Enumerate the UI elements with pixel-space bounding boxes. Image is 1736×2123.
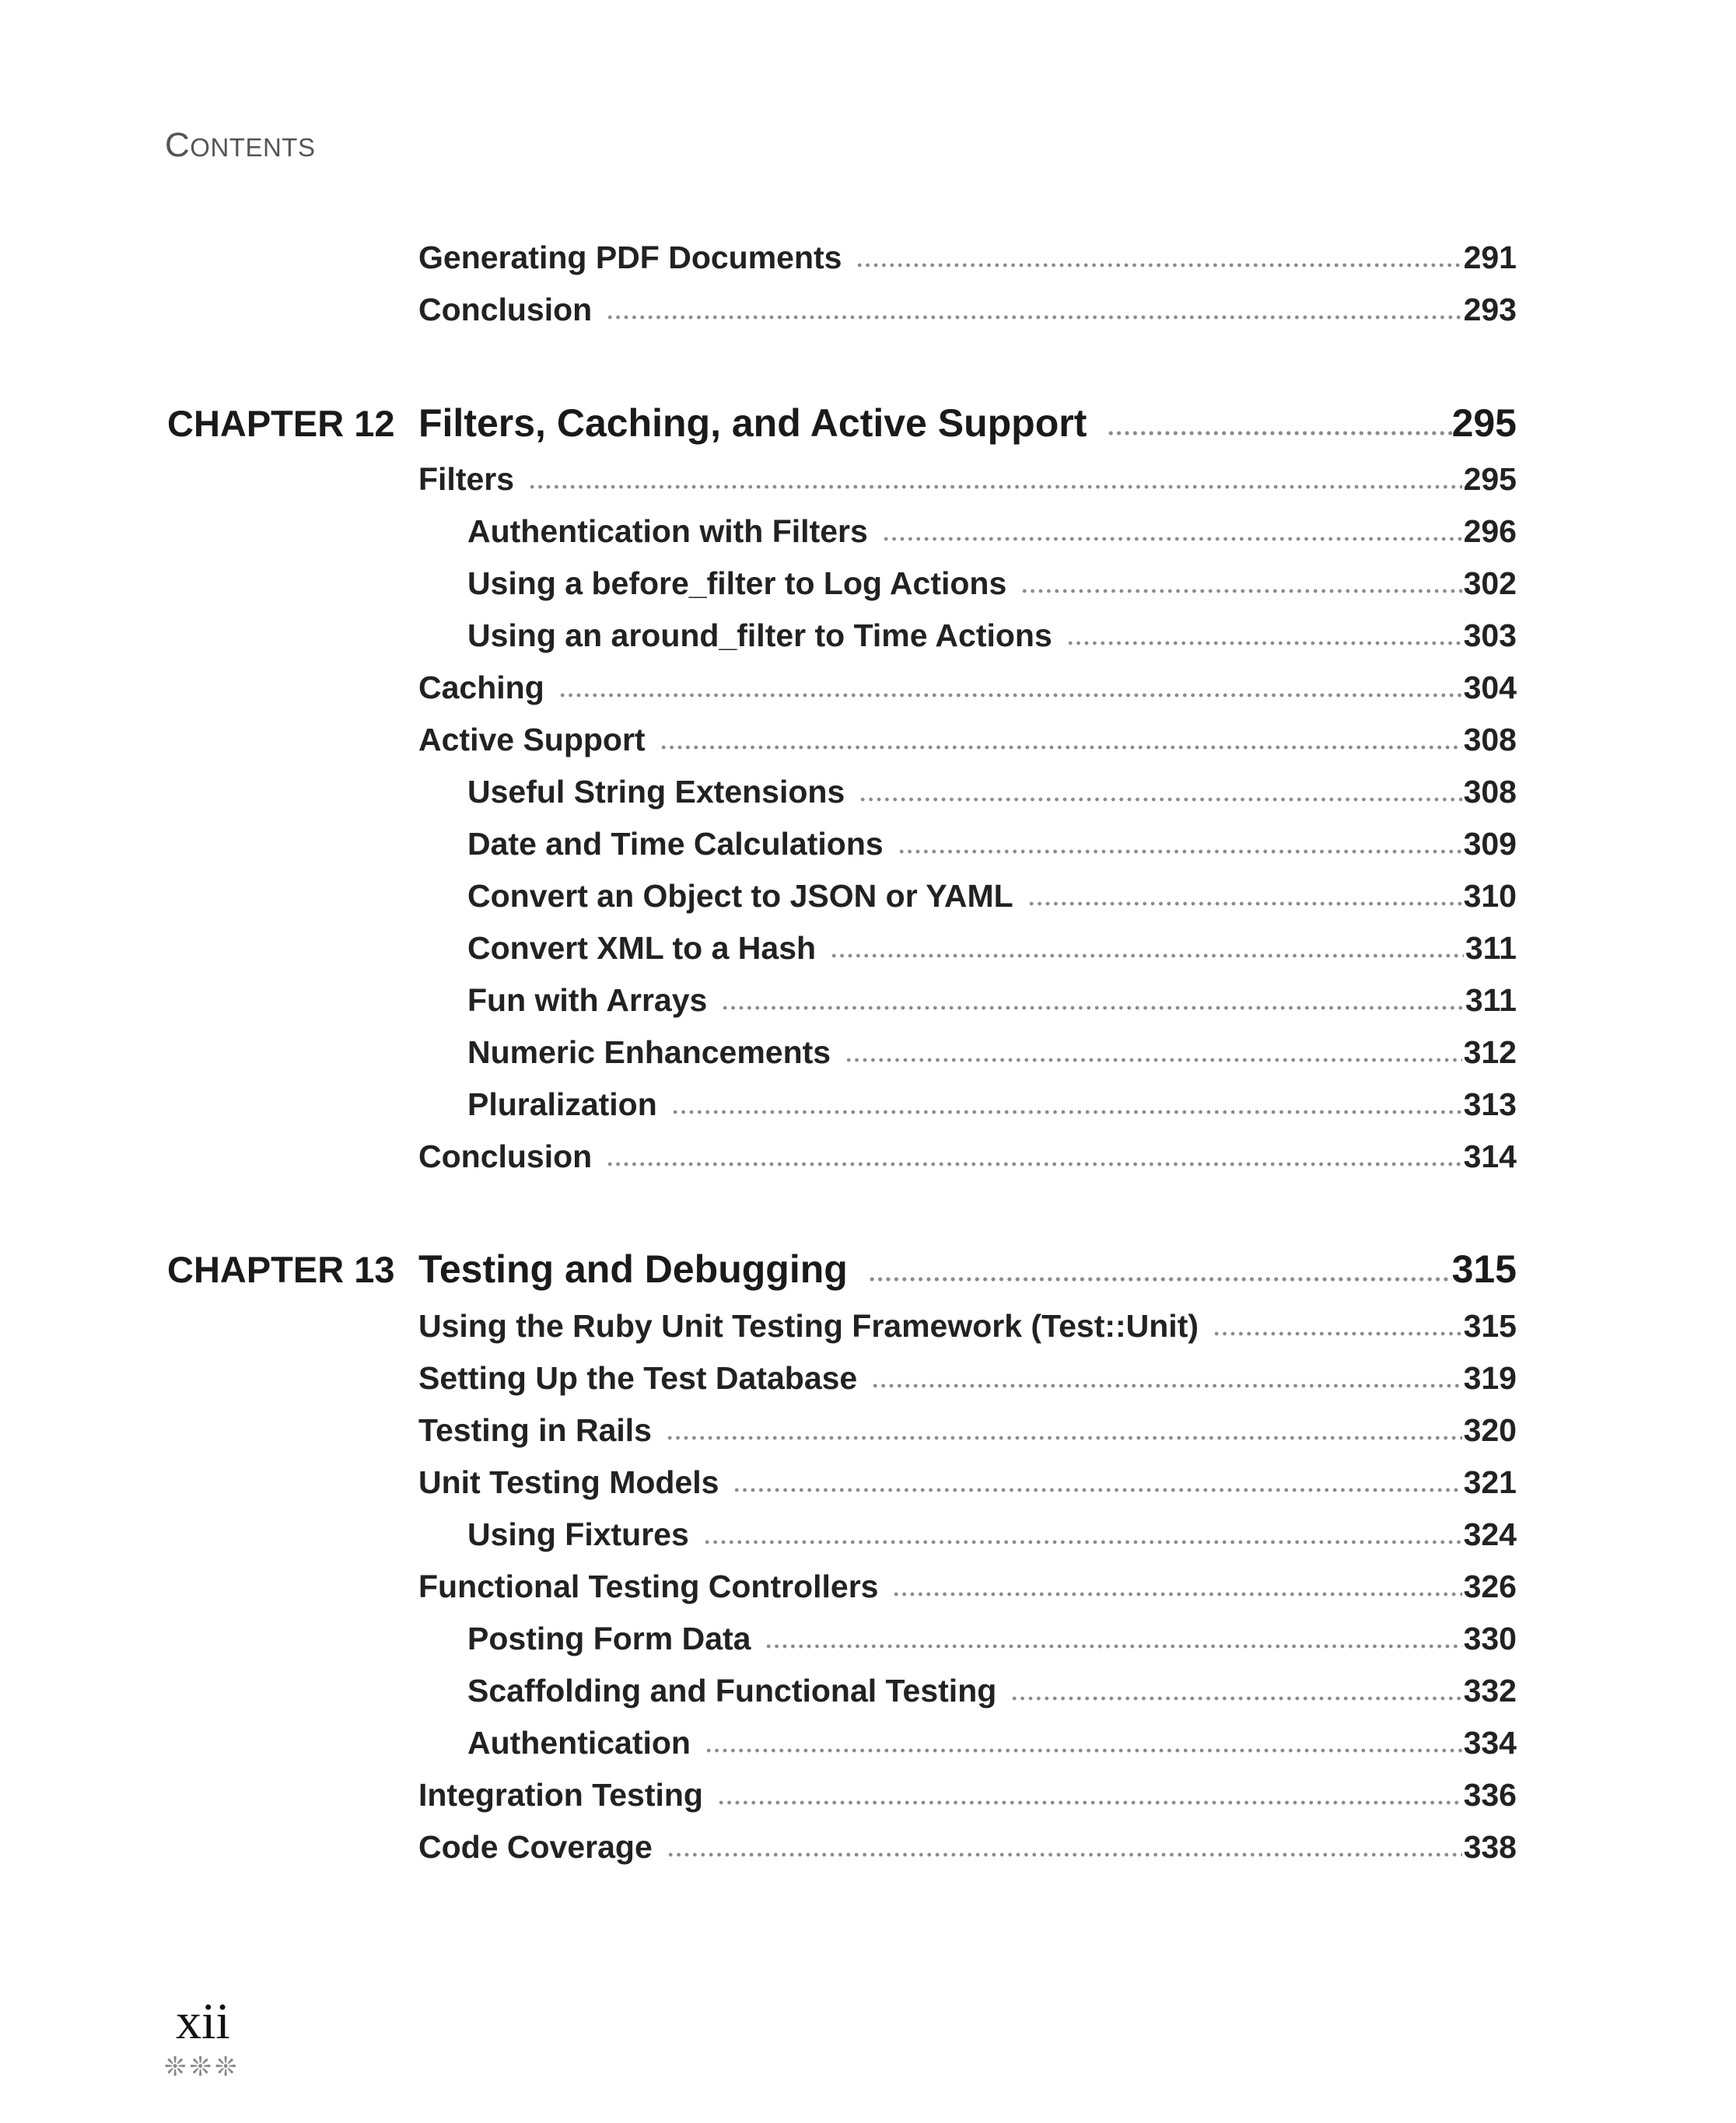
toc-entry[interactable] [418,1569,1517,1605]
toc-entry-page: 319 [1463,1360,1517,1396]
toc-entry-page: 338 [1463,1829,1517,1865]
toc-entry-title: Setting Up the Test Database [418,1360,858,1396]
dot-leader [882,536,1462,542]
toc-entry[interactable] [418,1138,1517,1175]
toc-entry[interactable] [418,240,1517,276]
toc-entry-title: Unit Testing Models [418,1464,719,1500]
toc-entry-title: Functional Testing Controllers [418,1569,879,1604]
toc-subentry[interactable] [467,617,1517,654]
dot-leader [666,1435,1462,1441]
toc-entry-page: 326 [1463,1569,1517,1604]
toc-entry[interactable] [418,1360,1517,1397]
toc-entry-title: Useful String Extensions [467,774,845,810]
dot-leader [765,1643,1461,1649]
chapter-heading[interactable] [418,400,1517,446]
toc-entry-title: Conclusion [418,1138,593,1174]
chapter-page: 295 [1451,401,1517,445]
toc-subentry[interactable] [467,1034,1517,1071]
toc-subentry[interactable] [467,878,1517,915]
toc-entry-title: Authentication [467,1725,691,1761]
dot-leader [705,1747,1462,1754]
toc-entry-title: Caching [418,670,544,705]
toc-entry-page: 291 [1463,240,1517,275]
ornament-icon: ❊❊❊ [164,2051,240,2083]
toc-entry-page: 311 [1465,930,1517,966]
dot-leader [892,1591,1461,1597]
dot-leader [830,953,1464,959]
toc-entry-title: Convert XML to a Hash [467,930,817,966]
dot-leader [606,314,1461,320]
toc-subentry[interactable] [467,982,1517,1019]
toc-entry[interactable] [418,461,1517,498]
toc-entry[interactable] [418,1412,1517,1449]
dot-leader [606,1161,1461,1167]
toc-entry-title: Active Support [418,722,646,757]
dot-leader [845,1057,1461,1063]
dot-leader [898,848,1462,855]
toc-entry-page: 293 [1463,292,1517,327]
chapter-title: Testing and Debugging [418,1247,848,1291]
toc-entry-page: 334 [1463,1725,1517,1761]
toc-entry-page: 308 [1463,774,1517,810]
dot-leader [703,1539,1462,1545]
toc-entry-page: 296 [1463,513,1517,549]
toc-entry-title: Generating PDF Documents [418,240,842,275]
toc-entry-page: 313 [1463,1086,1517,1122]
chapter-heading[interactable] [418,1247,1517,1292]
dot-leader [721,1005,1464,1011]
toc-entry-title: Authentication with Filters [467,513,868,549]
dot-leader [1010,1695,1461,1702]
dot-leader [859,796,1461,803]
toc-subentry[interactable] [467,565,1517,602]
dot-leader [1213,1331,1462,1337]
toc-entry-title: Pluralization [467,1086,657,1122]
toc-subentry[interactable] [467,826,1517,862]
toc-subentry[interactable] [467,930,1517,967]
running-head [165,126,315,165]
toc-entry-title: Using Fixtures [467,1516,689,1552]
toc-entry-page: 309 [1463,826,1517,862]
toc-entry-page: 303 [1463,617,1517,653]
running-head-initial: C [165,126,191,164]
toc-entry-title: Numeric Enhancements [467,1034,831,1070]
toc-entry-title: Filters [418,461,515,497]
toc-entry[interactable] [418,1829,1517,1866]
toc-entry-title: Using a before_filter to Log Actions [467,565,1007,601]
toc-entry-page: 304 [1463,670,1517,705]
toc-subentry[interactable] [467,1673,1517,1709]
toc-entry-page: 324 [1463,1516,1517,1552]
toc-subentry[interactable] [467,774,1517,810]
toc-subentry[interactable] [467,513,1517,550]
dot-leader [528,484,1462,490]
toc-entry[interactable] [418,1464,1517,1501]
toc-entry-page: 320 [1463,1412,1517,1448]
chapter-label: CHAPTER 13 [167,1249,395,1290]
toc-entry[interactable] [418,1777,1517,1813]
toc-entry-title: Integration Testing [418,1777,703,1813]
dot-leader [733,1487,1461,1493]
dot-leader [871,1383,1461,1389]
dot-leader [1066,640,1462,646]
toc-entry-page: 314 [1463,1138,1517,1174]
toc-entry-title: Convert an Object to JSON or YAML [467,878,1013,914]
chapter-page: 315 [1451,1247,1517,1291]
toc-entry[interactable] [418,292,1517,328]
toc-entry-page: 336 [1463,1777,1517,1813]
toc-subentry[interactable] [467,1516,1517,1553]
dot-leader [660,744,1462,750]
toc-entry-title: Posting Form Data [467,1621,751,1656]
dot-leader [717,1799,1462,1806]
dot-leader [671,1109,1462,1115]
toc-entry-page: 311 [1465,982,1517,1018]
toc-entry-title: Testing in Rails [418,1412,652,1448]
toc-entry-title: Code Coverage [418,1829,653,1865]
toc-entry-page: 332 [1463,1673,1517,1709]
toc-entry-page: 302 [1463,565,1517,601]
toc-entry-title: Date and Time Calculations [467,826,884,862]
toc-entry[interactable] [418,670,1517,706]
toc-entry-page: 295 [1463,461,1517,497]
dot-leader [558,692,1462,698]
toc-entry-page: 308 [1463,722,1517,757]
toc-entry-page: 312 [1463,1034,1517,1070]
toc-entry-title: Using the Ruby Unit Testing Framework (Test::Unit) [418,1308,1199,1344]
toc-subentry[interactable] [467,1725,1517,1761]
toc-entry[interactable] [418,722,1517,758]
dot-leader [1027,901,1462,907]
toc-subentry[interactable] [467,1086,1517,1123]
dot-leader [856,262,1461,268]
dot-leader [868,1276,1452,1282]
toc-entry-page: 310 [1463,878,1517,914]
toc-entry-page: 315 [1463,1308,1517,1344]
toc-entry-page: 330 [1463,1621,1517,1656]
toc-entry-title: Conclusion [418,292,593,327]
dot-leader [1020,588,1461,594]
dot-leader [1107,430,1451,436]
chapter-label: CHAPTER 12 [167,403,395,444]
toc-subentry[interactable] [467,1621,1517,1657]
toc-entry-title: Fun with Arrays [467,982,708,1018]
toc-entry[interactable] [418,1308,1517,1345]
toc-entry-title: Scaffolding and Functional Testing [467,1673,997,1709]
running-head-rest: ONTENTS [190,133,316,162]
dot-leader [667,1852,1462,1858]
toc-entry-title: Using an around_filter to Time Actions [467,617,1052,653]
chapter-title: Filters, Caching, and Active Support [418,401,1087,445]
page-number: xii [176,1993,230,2050]
toc-entry-page: 321 [1463,1464,1517,1500]
